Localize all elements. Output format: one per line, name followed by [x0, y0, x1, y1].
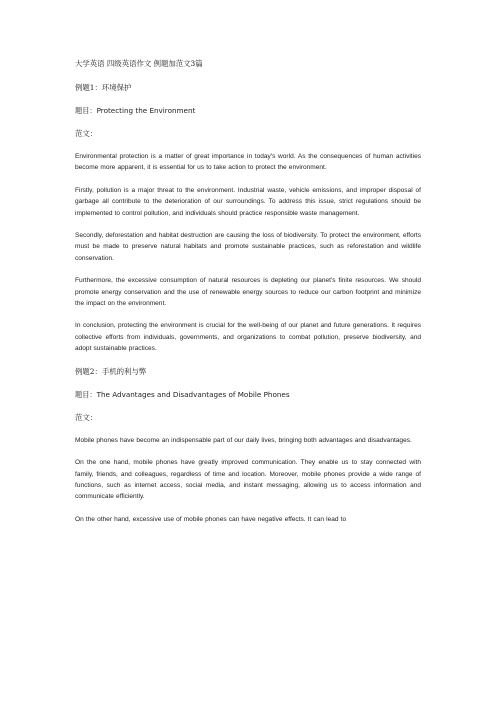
topic-line: 题目：The Advantages and Disadvantages of Mobile Phones — [75, 389, 290, 399]
essay-paragraph: On the one hand, mobile phones have greatly improved communication. They enable us to stay connected with family, friends, and colleagues, regardless of time and location. Moreover, mobile phones provide a wide range of functions, such as internet access, social media, and instant messaging, allowing us to access information and communicate efficiently. — [75, 459, 421, 501]
essay-paragraph: In conclusion, protecting the environment is crucial for the well-being of our planet and future generations. It requires collective efforts from individuals, governments, and organizations to combat pollution, preserve biodiversity, and adopt sustainable practices. — [75, 322, 421, 353]
essay-paragraph: On the other hand, excessive use of mobile phones can have negative effects. It can lead to — [75, 515, 347, 523]
essay-paragraph: Furthermore, the excessive consumption of natural resources is depleting our planet's finite resources. We should promote energy conservation and the use of renewable energy sources to reduce our carbon footprint and minimize the impact on the environment. — [75, 277, 421, 308]
essay-paragraph: Firstly, pollution is a major threat to the environment. Industrial waste, vehicle emissions, and improper disposal of garbage all contribute to the deterioration of our surroundings. To address this issue, strict regulations should be implemented to control pollution, and individuals should practice responsible waste management. — [75, 186, 421, 217]
document-title: 大学英语 四级英语作文 例题加范文3篇 — [75, 59, 203, 68]
sample-label: 范文： — [75, 412, 98, 422]
sample-label: 范文： — [75, 129, 98, 138]
example-label: 例题2：手机的利与弊 — [75, 366, 147, 376]
document-body — [75, 58, 421, 525]
essay-paragraph: Environmental protection is a matter of great importance in today's world. As the consequences of human activities become more apparent, it is essential for us to take action to protect the environment. — [75, 153, 421, 172]
example-label: 例题1：环境保护 — [75, 83, 132, 92]
essay-paragraph: Mobile phones have become an indispensable part of our daily lives, bringing both advantages and disadvantages. — [75, 436, 412, 444]
topic-line: 题目：Protecting the Environment — [75, 106, 196, 115]
essay-paragraph: Secondly, deforestation and habitat destruction are causing the loss of biodiversity. To protect the environment, efforts must be made to preserve natural habitats and promote sustainable practices, such as reforestation and wildlife conservation. — [75, 232, 421, 262]
